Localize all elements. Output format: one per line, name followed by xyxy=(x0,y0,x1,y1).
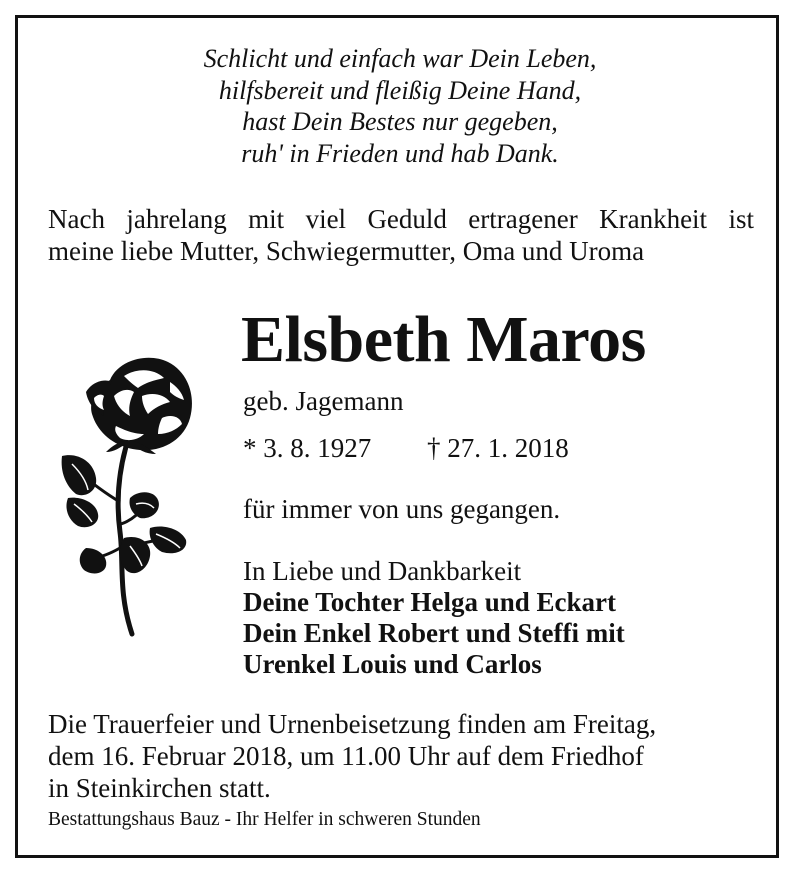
intro-word: viel xyxy=(305,204,347,234)
poem-line: hast Dein Bestes nur gegeben, xyxy=(242,107,558,136)
ceremony-details xyxy=(48,708,656,804)
intro-word: mit xyxy=(248,204,285,234)
life-dates xyxy=(243,433,569,464)
ceremony-line: in Steinkirchen statt. xyxy=(48,773,271,803)
intro-word: jahrelang xyxy=(126,204,227,234)
poem-line: Schlicht und einfach war Dein Leben, xyxy=(203,44,597,73)
farewell-text: für immer von uns gegangen. xyxy=(243,494,561,524)
poem-line: hilfsbereit und fleißig Deine Hand, xyxy=(218,75,582,105)
intro-line-1 xyxy=(48,203,754,235)
maiden-name: geb. Jagemann xyxy=(243,386,404,416)
poem-line: ruh' in Frieden und hab Dank. xyxy=(241,138,559,168)
ceremony-line: dem 16. Februar 2018, um 11.00 Uhr auf dem Friedhof xyxy=(48,741,644,771)
mourners-signoff xyxy=(243,556,625,680)
memorial-poem xyxy=(0,43,800,169)
undertaker-credit: Bestattungshaus Bauz - Ihr Helfer in schweren Stunden xyxy=(48,809,481,830)
intro-word: Krankheit xyxy=(599,204,708,234)
mourner-line: Deine Tochter Helga und Eckart xyxy=(243,587,617,617)
mourner-line: Urenkel Louis und Carlos xyxy=(243,649,542,679)
signoff-intro: In Liebe und Dankbarkeit xyxy=(243,556,522,586)
mourner-line: Dein Enkel Robert und Steffi mit xyxy=(243,618,625,648)
birth-date: * 3. 8. 1927 xyxy=(243,433,372,463)
intro-word: Nach xyxy=(48,204,105,234)
intro-word: Geduld xyxy=(367,204,447,234)
death-date: † 27. 1. 2018 xyxy=(427,433,569,463)
intro-word: ertragener xyxy=(468,204,578,234)
ceremony-line: Die Trauerfeier und Urnenbeisetzung finden am Freitag, xyxy=(48,709,657,739)
announcement-intro xyxy=(48,203,754,267)
intro-word: ist xyxy=(728,204,754,234)
rose-icon xyxy=(58,352,193,637)
intro-line-2: meine liebe Mutter, Schwiegermutter, Oma und Uroma xyxy=(48,236,645,266)
deceased-name: Elsbeth Maros xyxy=(241,303,646,376)
